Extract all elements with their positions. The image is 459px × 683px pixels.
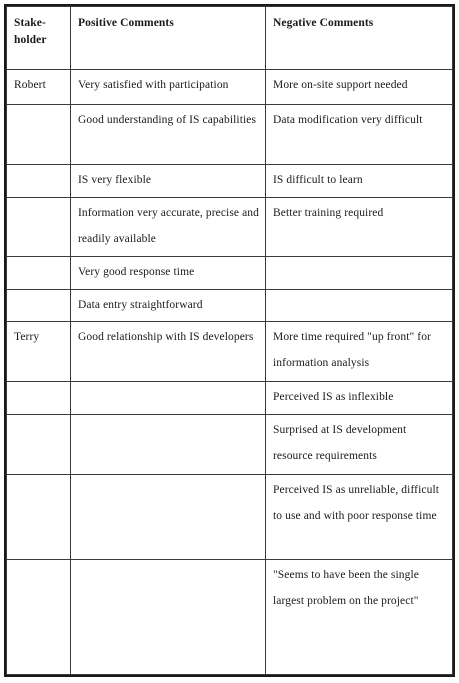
stakeholder-comments-table	[6, 6, 453, 675]
table-row	[7, 70, 453, 105]
stakeholder-comments-table-frame	[4, 4, 455, 677]
header-positive-comments: Positive Comments	[71, 7, 266, 70]
cell-positive: Information very accurate, precise and readily available	[71, 198, 266, 257]
table-row	[7, 322, 453, 382]
cell-negative: Perceived IS as inflexible	[266, 382, 453, 415]
table-row	[7, 382, 453, 415]
cell-positive: Good relationship with IS developers	[71, 322, 266, 382]
cell-stakeholder: Terry	[7, 322, 71, 382]
cell-stakeholder	[7, 198, 71, 257]
cell-positive: Very good response time	[71, 257, 266, 290]
cell-positive: IS very flexible	[71, 165, 266, 198]
cell-positive: Data entry straightforward	[71, 290, 266, 322]
cell-negative: Better training required	[266, 198, 453, 257]
table-row	[7, 198, 453, 257]
cell-negative: More time required "up front" for information analysis	[266, 322, 453, 382]
table-row	[7, 475, 453, 560]
cell-positive: Very satisfied with participation	[71, 70, 266, 105]
cell-positive: Good understanding of IS capabilities	[71, 105, 266, 165]
cell-negative	[266, 257, 453, 290]
cell-stakeholder	[7, 415, 71, 475]
table-row	[7, 105, 453, 165]
table-row	[7, 290, 453, 322]
cell-positive	[71, 475, 266, 560]
cell-negative: More on-site support needed	[266, 70, 453, 105]
header-negative-comments: Negative Comments	[266, 7, 453, 70]
cell-stakeholder	[7, 560, 71, 675]
header-stakeholder: Stake- holder	[7, 7, 71, 70]
cell-negative: "Seems to have been the single largest problem on the project"	[266, 560, 453, 675]
table-row	[7, 165, 453, 198]
cell-positive	[71, 382, 266, 415]
cell-negative: Data modification very difficult	[266, 105, 453, 165]
table-row	[7, 560, 453, 675]
cell-stakeholder	[7, 165, 71, 198]
cell-stakeholder	[7, 105, 71, 165]
cell-stakeholder	[7, 475, 71, 560]
cell-negative: Surprised at IS development resource requirements	[266, 415, 453, 475]
table-row	[7, 257, 453, 290]
table-row	[7, 415, 453, 475]
cell-negative: IS difficult to learn	[266, 165, 453, 198]
cell-negative: Perceived IS as unreliable, difficult to use and with poor response time	[266, 475, 453, 560]
cell-stakeholder	[7, 290, 71, 322]
cell-positive	[71, 560, 266, 675]
cell-stakeholder	[7, 382, 71, 415]
table-header-row	[7, 7, 453, 70]
cell-positive	[71, 415, 266, 475]
cell-stakeholder	[7, 257, 71, 290]
cell-stakeholder: Robert	[7, 70, 71, 105]
cell-negative	[266, 290, 453, 322]
